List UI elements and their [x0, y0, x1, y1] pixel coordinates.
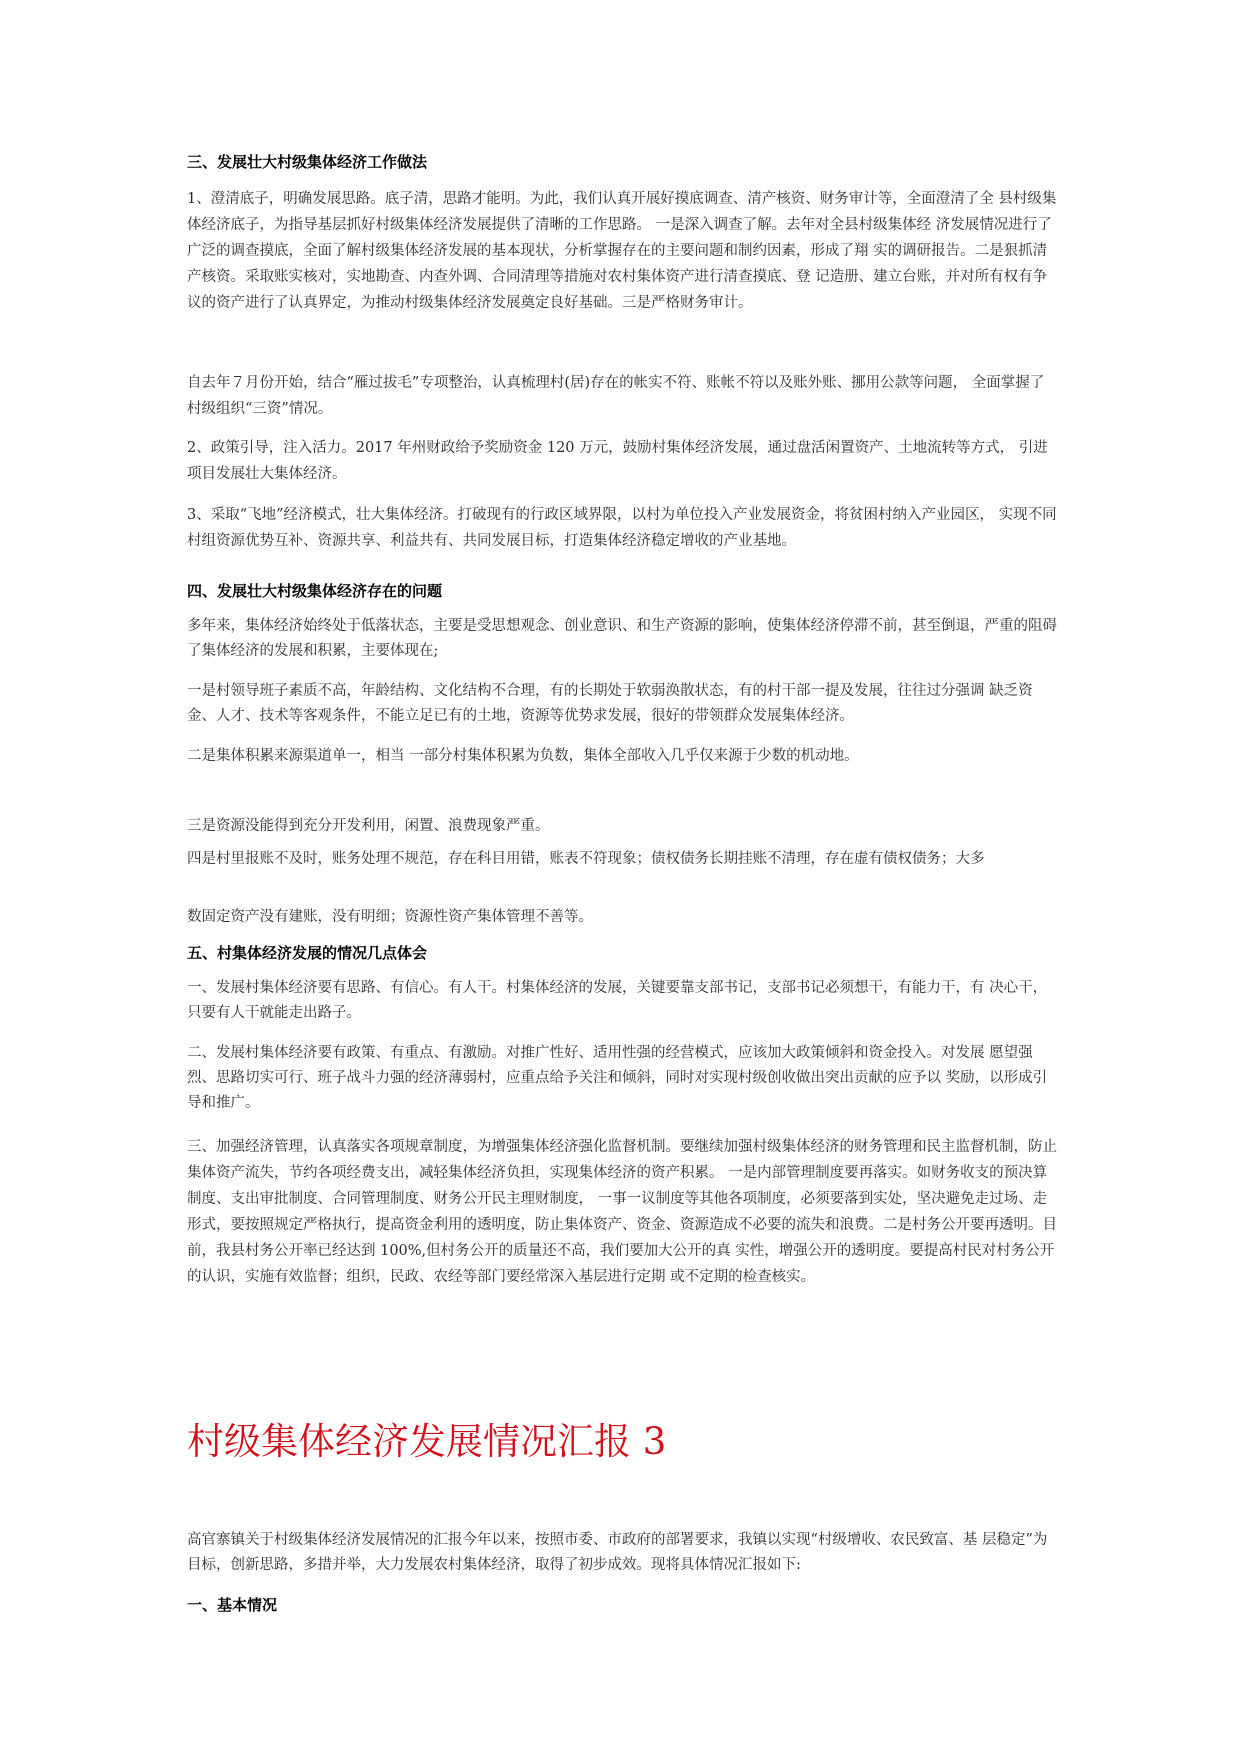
- section-4-paragraph-5a: 四是村里报账不及时，账务处理不规范，存在科目用错，账表不符现象；债权债务长期挂账不清理，存在虚有债权债务；大多: [187, 851, 985, 867]
- section-5-heading: 五、村集体经济发展的情况几点体会: [187, 944, 428, 962]
- section-4-paragraph-5b: 数固定资产没有建账，没有明细；资源性资产集体管理不善等。: [187, 909, 593, 925]
- section-5-paragraph-3: 三、加强经济管理，认真落实各项规章制度，为增强集体经济强化监督机制。要继续加强村级集体经济的财务管理和民主监督机制，防止集体资产流失，节约各项经费支出，减轻集体经济负担，实现集体经济的资产积累。 一是内部管理制度要再落实。如财务收支的预决算制度、支出审批制度、合同管理制度、财务公开民主理财制度， 一事一议制度等其他各项制度，必须要落到实处，坚决避免走过场、走形式，要按照规定严格执行，提高资金利用的透明度，防止集体资产、资金、资源造成不必要的流失和浪费。二是村务公开要再透明。目前，我县村务公开率已经达到 100%,但村务公开的质量还不高，我们要加大公开的真 实性，增强公开的透明度。要提高村民对村务公开的认识，实施有效监督；组织，民政、农经等部门要经常深入基层进行定期 或不定期的检查核实。: [187, 1139, 1057, 1285]
- report-3-intro: 高官寨镇关于村级集体经济发展情况的汇报今年以来，按照市委、市政府的部署要求，我镇以实现“村级增收、农民致富、基 层稳定”为目标，创新思路，多措并举，大力发展农村集体经济，取得了初步成效。现将具体情况汇报如下:: [187, 1532, 1048, 1573]
- section-4-heading: 四、发展壮大村级集体经济存在的问题: [187, 582, 443, 600]
- section-4-paragraph-4: 三是资源没能得到充分开发利用，闲置、浪费现象严重。: [187, 818, 550, 834]
- section-3-heading: 三、发展壮大村级集体经济工作做法: [187, 153, 428, 171]
- section-3-paragraph-4: 3、采取“飞地”经济模式，壮大集体经济。打破现有的行政区域界限，以村为单位投入产业发展资金，将贫困村纳入产业园区， 实现不同村组资源优势互补、资源共享、利益共有、共同发展目标，打造集体经济稳定增收的产业基地。: [187, 507, 1057, 549]
- report-3-title: 村级集体经济发展情况汇报 3: [187, 1420, 667, 1463]
- section-5-paragraph-1: 一、发展村集体经济要有思路、有信心。有人干。村集体经济的发展，关键要靠支部书记，支部书记必须想干，有能力干，有 决心干，只要有人干就能走出路子。: [187, 980, 1048, 1021]
- section-3-paragraph-2: 自去年７月份开始，结合“雁过拔毛”专项整治，认真梳理村(居)存在的帐实不符、账帐不符以及账外账、挪用公款等问题， 全面掌握了村级组织“三资”情况。: [187, 375, 1045, 417]
- section-4-paragraph-2: 一是村领导班子素质不高，年龄结构、文化结构不合理，有的长期处于软弱涣散状态，有的村干部一提及发展，往往过分强调 缺乏资金、人才、技术等客观条件，不能立足已有的土地，资源等优势求发展，很好的带领群众发展集体经济。: [187, 683, 1033, 724]
- report-3-heading-basic: 一、基本情况: [187, 1596, 278, 1614]
- section-4-paragraph-1: 多年来，集体经济始终处于低落状态，主要是受思想观念、创业意识、和生产资源的影响，使集体经济停滞不前，甚至倒退，严重的阻碍了集体经济的发展和积累，主要体现在;: [187, 618, 1057, 659]
- section-3-paragraph-3: 2、政策引导，注入活力。2017 年州财政给予奖励资金 120 万元，鼓励村集体经济发展，通过盘活闲置资产、土地流转等方式， 引进项目发展壮大集体经济。: [187, 440, 1048, 482]
- section-3-paragraph-1: 1、澄清底子，明确发展思路。底子清，思路才能明。为此，我们认真开展好摸底调查、清产核资、财务审计等，全面澄清了全 县村级集体经济底子，为指导基层抓好村级集体经济发展提供了清晰的工作思路。 一是深入调查了解。去年对全县村级集体经 济发展情况进行了广泛的调查摸底，全面了解村级集体经济发展的基本现状，分析掌握存在的主要问题和制约因素，形成了翔 实的调研报告。二是狠抓清产核资。采取账实核对，实地勘查、内查外调、合同清理等措施对农村集体资产进行清查摸底、登 记造册、建立台账，并对所有权有争议的资产进行了认真界定，为推动村级集体经济发展奠定良好基础。三是严格财务审计。: [187, 191, 1057, 311]
- section-4-paragraph-3: 二是集体积累来源渠道单一，相当 一部分村集体积累为负数，集体全部收入几乎仅来源于少数的机动地。: [187, 748, 859, 764]
- section-5-paragraph-2: 二、发展村集体经济要有政策、有重点、有激励。对推广性好、适用性强的经营模式，应该加大政策倾斜和资金投入。对发展 愿望强烈、思路切实可行、班子战斗力强的经济薄弱村，应重点给予关注和倾斜，同时对实现村级创收做出突出贡献的应予以 奖励，以形成引导和推广。: [187, 1045, 1048, 1111]
